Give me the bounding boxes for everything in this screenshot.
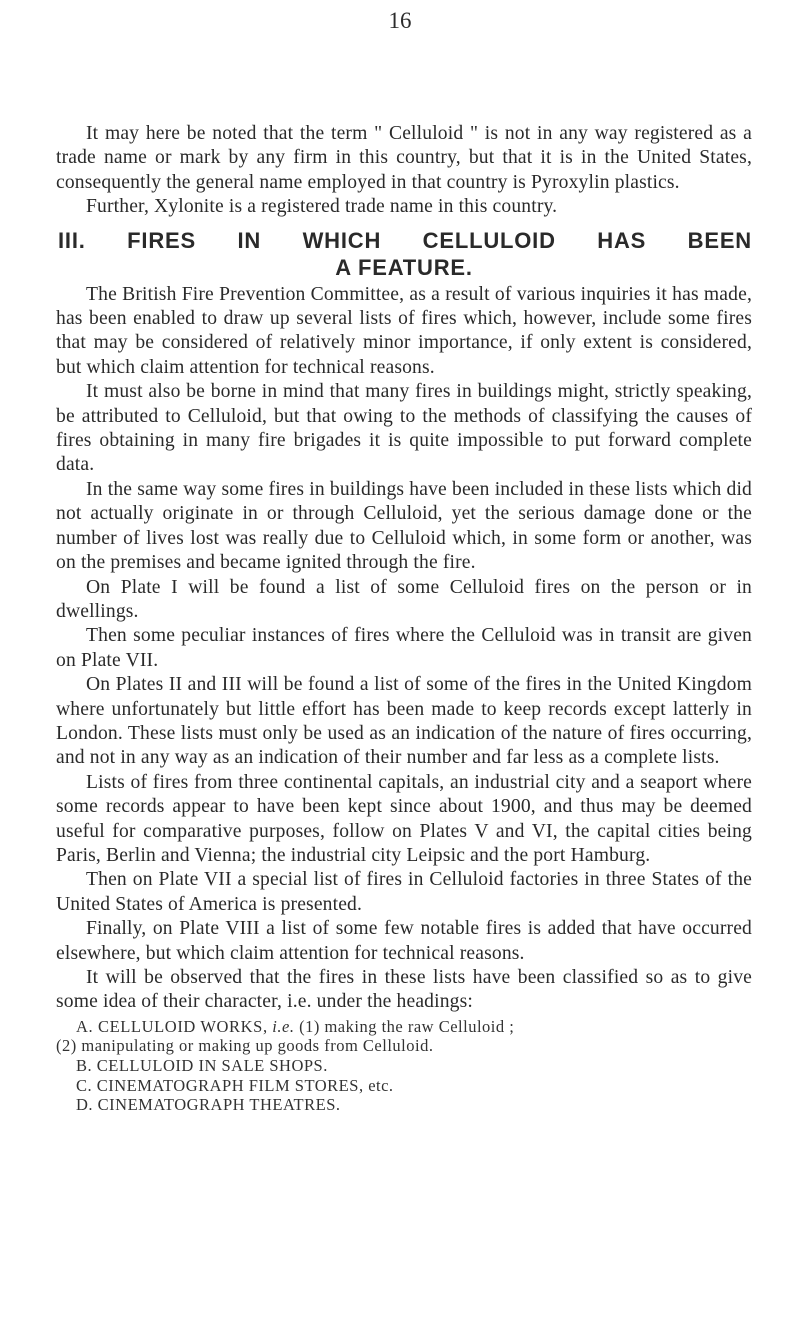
section-paragraph-10: It will be observed that the fires in these lists have been classified so as to give some idea of their character, i.e. under the headings:	[56, 967, 752, 1013]
intro-paragraph-1: It may here be noted that the term " Celluloid " is not in any way registered as a trade name or mark by any firm in this country, but that it is in the United States, consequently the general name employed in that country is Pyroxylin plastics.	[56, 123, 752, 193]
heading-item-a	[56, 1017, 752, 1037]
section-paragraph-6: On Plates II and III will be found a list of some of the fires in the United Kingdom where unfortunately but little effort has been made to keep records except latterly in London. These lists must only be used as an indication of the nature of fires occurring, and not in any way as an indication of their number and far less as a complete lists.	[56, 674, 752, 769]
section-paragraph-8: Then on Plate VII a special list of fires in Celluloid factories in three States of the United States of America is presented.	[56, 869, 752, 915]
section-heading-line-1: III. FIRES IN WHICH CELLULOID HAS BEEN	[58, 227, 752, 253]
page-number: 16	[388, 8, 412, 33]
section-heading-line-2: A FEATURE.	[335, 254, 473, 280]
heading-item-a-continued: (2) manipulating or making up goods from Celluloid.	[56, 1036, 434, 1056]
heading-item-c: C. CINEMATOGRAPH FILM STORES, etc.	[76, 1075, 394, 1095]
heading-item-a-rest: (1) making the raw Celluloid ;	[299, 1016, 515, 1036]
heading-item-b: B. CELLULOID IN SALE SHOPS.	[76, 1056, 328, 1075]
intro-paragraph-2: Further, Xylonite is a registered trade name in this country.	[86, 196, 558, 218]
fire-headings-list	[56, 1017, 752, 1115]
section-paragraph-7: Lists of fires from three continental capitals, an industrial city and a seaport where some records appear to have been kept since about 1900, and thus may be deemed useful for comparative purposes, follow on Plates V and VI, the capital cities being Paris, Berlin and Vienna; the industrial city Leipsic and the port Hamburg.	[56, 771, 752, 866]
body-text	[56, 122, 752, 1115]
heading-item-a-ie: i.e.	[272, 1016, 295, 1036]
section-paragraph-2: It must also be borne in mind that many fires in buildings might, strictly speaking, be attributed to Celluloid, but that owing to the methods of classifying the causes of fires obtaining in many fire brigades it is quite impossible to put forward complete data.	[56, 381, 752, 476]
section-paragraph-3: In the same way some fires in buildings have been included in these lists which did not actually originate in or through Celluloid, yet the serious damage done or the number of lives lost was really due to Celluloid which, in some form or another, was on the premises and became ignited through the fire.	[56, 478, 752, 574]
heading-item-d: D. CINEMATOGRAPH THEATRES.	[76, 1095, 341, 1115]
section-heading	[56, 227, 752, 281]
section-paragraph-1: The British Fire Prevention Committee, as a result of various inquiries it has made, has been enabled to draw up several lists of fires which, however, include some fires that may be considered of relatively minor importance, if only extent is considered, but which claim attention for technical reasons.	[56, 283, 752, 378]
heading-item-a-prefix: A. CELLULOID WORKS,	[76, 1016, 268, 1036]
section-paragraph-9: Finally, on Plate VIII a list of some few notable fires is added that have occurred elsewhere, but which claim attention for technical reasons.	[56, 918, 752, 964]
section-paragraph-5: Then some peculiar instances of fires where the Celluloid was in transit are given on Plate VII.	[56, 625, 752, 671]
section-paragraph-4: On Plate I will be found a list of some Celluloid fires on the person or in dwellings.	[56, 576, 752, 622]
